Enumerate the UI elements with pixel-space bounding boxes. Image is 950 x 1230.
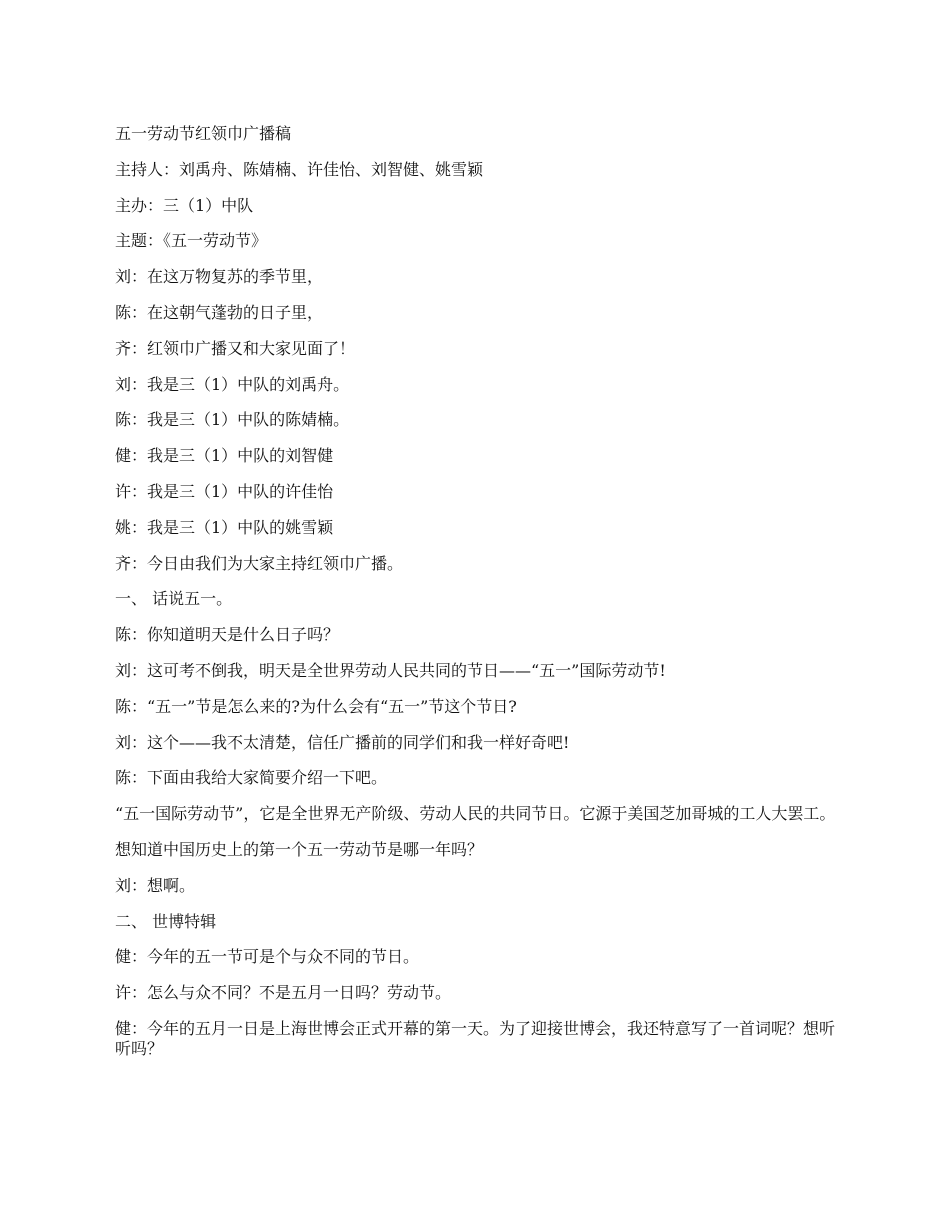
organizer-line: 主办：三（1）中队 [115,195,254,215]
dialogue-line: 陈：你知道明天是什么日子吗？ [115,625,340,645]
dialogue-line: 齐：红领巾广播又和大家见面了！ [115,338,356,358]
body-paragraph: “五一国际劳动节”，它是全世界无产阶级、劳动人民的共同节日。它源于美国芝加哥城的工人大罢工。 [115,804,836,824]
dialogue-line: 陈：“五一”节是怎么来的?为什么会有“五一”节这个节日? [115,696,517,716]
dialogue-line: 许：怎么与众不同？不是五月一日吗？劳动节。 [115,983,452,1003]
body-paragraph: 想知道中国历史上的第一个五一劳动节是哪一年吗？ [115,839,484,859]
document-body [115,124,843,1075]
dialogue-line: 刘：想啊。 [115,875,196,895]
dialogue-line: 刘：我是三（1）中队的刘禹舟。 [115,374,350,394]
dialogue-line: 齐：今日由我们为大家主持红领巾广播。 [115,553,404,573]
theme-line: 主题：《五一劳动节》 [115,231,268,251]
dialogue-line: 刘：在这万物复苏的季节里， [115,267,324,287]
dialogue-line: 许：我是三（1）中队的许佳怡 [115,481,334,501]
dialogue-line: 健：今年的五一节可是个与众不同的节日。 [115,947,420,967]
dialogue-line: 姚：我是三（1）中队的姚雪颖 [115,517,334,537]
document-title: 五一劳动节红领巾广播稿 [115,124,292,143]
dialogue-line: 陈：我是三（1）中队的陈婧楠。 [115,410,350,430]
dialogue-line: 陈：下面由我给大家简要介绍一下吧。 [115,768,388,788]
dialogue-line: 刘：这个——我不太清楚，信任广播前的同学们和我一样好奇吧! [115,732,570,752]
dialogue-line: 健：我是三（1）中队的刘智健 [115,446,334,466]
section-heading: 一、 话说五一。 [115,589,233,609]
section-heading: 二、 世博特辑 [115,911,217,931]
dialogue-line: 陈：在这朝气蓬勃的日子里， [115,302,324,322]
hosts-line: 主持人：刘禹舟、陈婧楠、许佳怡、刘智健、姚雪颖 [115,159,484,179]
dialogue-line: 健：今年的五月一日是上海世博会正式开幕的第一天。为了迎接世博会，我还特意写了一首词呢？想听听吗？ [115,1018,836,1058]
dialogue-line: 刘：这可考不倒我，明天是全世界劳动人民共同的节日——“五一”国际劳动节! [115,660,666,680]
